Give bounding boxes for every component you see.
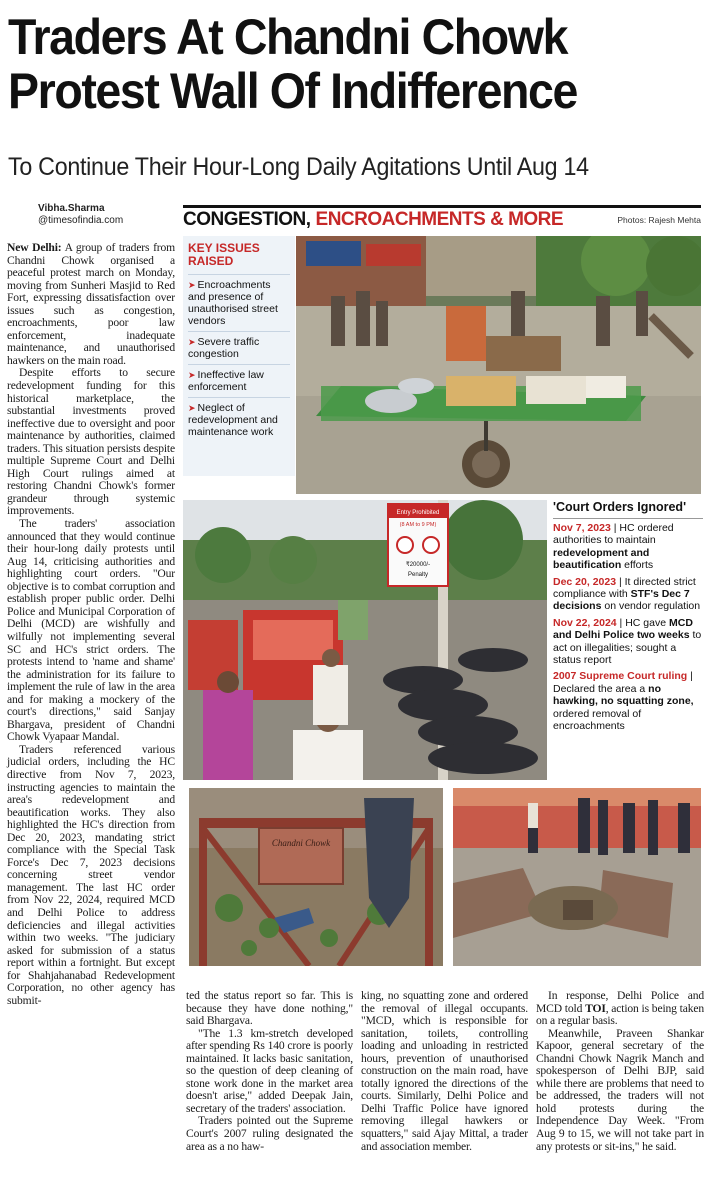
key-issue-item: ➤ Encroachments and presence of unauthorised street vendors — [188, 274, 290, 331]
headline: Traders At Chandni Chowk Protest Wall Of Indifference — [8, 9, 577, 119]
court-order-item: Dec 20, 2023 | It directed strict compliance with STF's Dec 7 decisions on vendor regulation — [553, 575, 701, 613]
paragraph: In response, Delhi Police and MCD told TOI, action is being taken on a regular basis. — [536, 989, 704, 1028]
court-order-item: Nov 7, 2023 | HC ordered authorities to maintain redevelopment and beautification efforts — [553, 522, 674, 572]
key-issue-item: ➤ Severe traffic congestion — [188, 331, 290, 364]
arrow-icon: ➤ — [188, 370, 196, 380]
photo-section-banner — [183, 205, 701, 231]
article-column-3 — [361, 990, 528, 1195]
court-order-date: Dec 20, 2023 — [553, 575, 617, 588]
byline — [38, 203, 123, 227]
paragraph: ted the status report so far. This is because they have done nothing," said Bhargava. — [186, 989, 353, 1028]
dateline: New Delhi: — [7, 241, 62, 254]
byline-name: Vibha.Sharma — [38, 203, 105, 214]
no-entry-sign — [388, 504, 448, 586]
photo-credit: Photos: Rajesh Mehta — [617, 214, 701, 225]
plaque-label: Chandni Chowk — [271, 838, 331, 848]
sign-title: Entry Prohibited — [396, 510, 440, 516]
toi-label: TOI — [585, 1001, 606, 1015]
court-order-date: Nov 7, 2023 — [553, 522, 611, 534]
sign-penalty: Penalty — [407, 572, 429, 578]
paragraph: The traders' association announced that they would continue their hour-long daily protests until Aug 14, criticising authorities and highlighting court orders. "Our objective is to combat corruption and establish proper public order. Delhi Police and Municipal Corporation of Delhi (MCD) are wishfully and wilfully not implementing several SC and HC's strict orders. The protests intend to 'name and shame' the administration for its failure to implement the rule of law in the area and for making a mockery of the court's directions," said Sanjay Bhargava, president of Chandni Chowk Vyapaar Mandal. — [7, 517, 175, 744]
paragraph: Despite efforts to secure redevelopment funding for this historical marketplace, the substantial investments proved ineffective due to oversight and poor maintenance by authorities, claimed traders. This situation persists despite multiple Supreme Court and Delhi High Court rulings aimed at restoring Chandni Chowk's former grandeur through systemic improvements. — [7, 366, 175, 518]
paragraph: king, no squatting zone and ordered the removal of illegal occupants. "MCD, which is responsible for sanitation, toilets, controlling loading and unloading in restricted hours, prevention of unauthorised construction on the main road, have totally ignored the directions of the courts. Similarly, Delhi Police and Delhi Traffic Police have ignored removing illegal hawkers or squatters," said Ajay Mittal, a trader and association member. — [361, 989, 528, 1153]
photo-parked-bikes-image — [183, 500, 547, 780]
banner-title-red: ENCROACHMENTS & MORE — [315, 208, 564, 230]
banner-title-black: CONGESTION, — [183, 208, 311, 230]
key-issues-title: KEY ISSUES RAISED — [188, 241, 260, 268]
court-orders-title: 'Court Orders Ignored' — [553, 500, 703, 519]
arrow-icon: ➤ — [188, 337, 196, 347]
photo-broken-pavement — [453, 788, 701, 966]
photo-broken-pavement-image — [453, 788, 701, 966]
key-issue-item: ➤ Neglect of redevelopment and maintenance work — [188, 397, 290, 442]
article-column-4 — [536, 990, 704, 1195]
photo-parked-bikes — [183, 500, 547, 780]
paragraph: Traders pointed out the Supreme Court's 2007 ruling designated the area as a no haw- — [186, 1114, 353, 1153]
byline-handle: @timesofindia.com — [38, 215, 124, 226]
photo-neglected-planter-image — [189, 788, 443, 966]
court-order-item: Nov 22, 2024 | HC gave MCD and Delhi Police two weeks to act on illegalities; sought a status report — [553, 616, 702, 667]
arrow-icon: ➤ — [188, 403, 196, 413]
court-orders-box — [553, 500, 703, 780]
photo-neglected-planter — [189, 788, 443, 966]
photo-vendor-cart-image — [296, 236, 701, 494]
paragraph: Traders referenced various judicial orders, including the HC directive from Nov 7, 2023, instructing agencies to maintain the area's redevelopment and beautification works. They also highlighted the HC's direction from Dec 20, 2023, mandating strict compliance with the Special Task Force's Dec 7, 2023 decisions concerning street vendor management. The last HC order from Nov 22, 2024, required MCD and Delhi Police to address deficiencies and illegal activities within two weeks. "The judiciary asked for submission of a status report within a fortnight. But except for Shahjahanabad Redevelopment Corporation, no other agency has submit- — [7, 742, 175, 1007]
photo-vendor-cart — [296, 236, 701, 494]
court-order-date: 2007 Supreme Court ruling — [553, 670, 688, 683]
paragraph: "The 1.3 km-stretch developed after spending Rs 140 crore is poorly maintained. It lacks basic sanitation, so the question of deep cleaning of stone work done in the market area doesn't arise," added Deepak Jain, secretary of the traders' association. — [186, 1026, 353, 1115]
court-order-date: Nov 22, 2024 — [553, 616, 617, 629]
paragraph: Meanwhile, Praveen Shankar Kapoor, general secretary of the Chandni Chowk Nagrik Manch and spokesperson of Delhi BJP, said while there are problems that need to be addressed, the traders will not hold protests during the Independence Day Week. "From Aug 9 to 15, we will not take part in any protests or sit-ins," he said. — [536, 1026, 704, 1153]
key-issues-box — [183, 236, 295, 476]
court-order-item: 2007 Supreme Court ruling | Declared the area a no hawking, no squatting zone, ordered removal of encroachments — [553, 670, 694, 733]
sign-fine: ₹20000/- — [405, 562, 431, 568]
sign-hours: (8 AM to 9 PM) — [399, 522, 437, 528]
subheadline: To Continue Their Hour-Long Daily Agitations Until Aug 14 — [8, 153, 589, 181]
article-column-1 — [7, 242, 175, 1192]
key-issue-item: ➤ Ineffective law enforcement — [188, 364, 290, 397]
article-column-2 — [186, 990, 353, 1195]
arrow-icon: ➤ — [188, 280, 196, 290]
paragraph: New Delhi: A group of traders from Chandni Chowk organised a peaceful protest march on Monday, moving from Sunheri Masjid to Red Fort, expressing dissatisfaction over issues such as congestion, encroachments, poor law enforcement, inadequate maintenance, and unauthorised hawkers on the main road. — [7, 241, 176, 367]
